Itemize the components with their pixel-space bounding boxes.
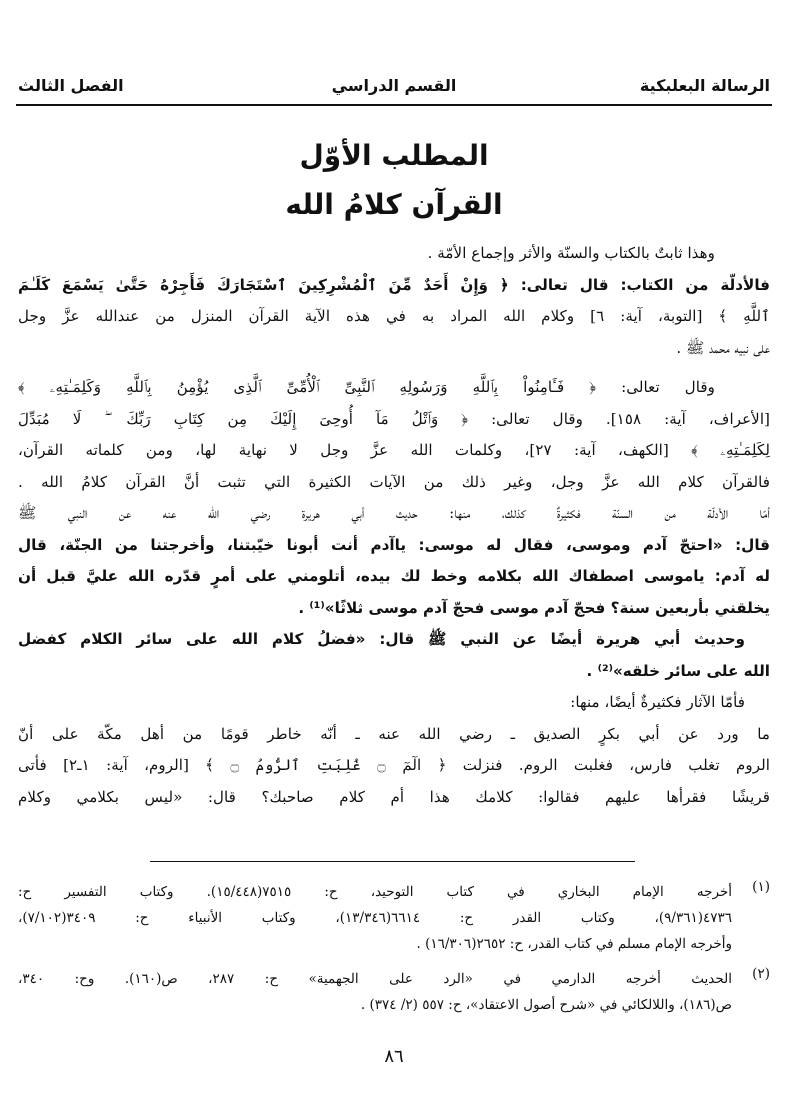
footnote-line: ٤٧٣٦(٩/٣٦١)، وكتاب القدر ح: ٦٦١٤(١٣/٣٤٦)، وكتاب الأنبياء ح: ٣٤٠٩(٧/١٠٢)،: [18, 910, 732, 926]
section-title: المطلب الأوّل: [299, 139, 489, 172]
body-line: فالقرآن كلام الله عزَّ وجل، وغير ذلك من الآيات الكثيرة التي تثبت أنَّ القرآن كلامُ الله .: [18, 472, 770, 491]
body-line: يخلقني بأربعين سنة؟ فحجّ آدم موسى فحجّ آدم موسى ثلاثًا»⁽¹⁾ .: [298, 598, 770, 617]
footnote-number: (١): [752, 879, 770, 895]
footnote-line: ص(١٨٦)، واللالكائي في «شرح أصول الاعتقاد»، ح: ٥٥٧ (٢/ ٣٧٤) .: [360, 997, 732, 1013]
running-header-chapter: الفصل الثالث: [18, 76, 124, 95]
footnote-line: الحديث أخرجه الدارمي في «الرد على الجهمية» ح: ٢٨٧، ص(١٦٠). وح: ٣٤٠،: [18, 971, 732, 987]
topic-title: القرآن كلامُ الله: [285, 188, 503, 221]
body-line: له آدم: ياموسى اصطفاك الله بكلامه وخط لك بيده، أتلومني على أمرٍ قدّره الله عليَّ قبل أن: [18, 567, 770, 585]
running-header-title: الرسالة البعلبكية: [639, 76, 770, 95]
footnote-number: (٢): [752, 966, 770, 982]
body-text: [18, 238, 770, 813]
body-line: ما ورد عن أبي بكرٍ الصديق ـ رضي الله عنه ـ أنّه خاطر قومًا من أهل مكّة على أنّ: [18, 724, 770, 743]
footnote-line: وأخرجه الإمام مسلم في كتاب القدر، ح: ٢٦٥٢(١٦/٣٠٦) .: [416, 936, 732, 952]
body-line: [الأعراف، آية: ١٥٨]. وقال تعالى: ﴿ وَٱتْلُ مَآ أُوحِىَ إِلَيْكَ مِن كِتَابِ رَبِّكَ ۖ لَا مُبَدِّلَ: [18, 409, 770, 428]
header-rule: [16, 104, 772, 106]
footnote-rule: [150, 861, 635, 862]
body-line: على نبيه محمد ﷺ .: [676, 338, 770, 357]
body-line: الله على سائر خلقه»⁽²⁾ .: [586, 661, 770, 680]
running-header-section: القسم الدراسي: [331, 76, 457, 95]
body-line: فأمّا الآثار فكثيرةٌ أيضًا، منها:: [570, 693, 745, 711]
page-number: ٨٦: [384, 1046, 404, 1067]
body-line: قال: «احتجّ آدم وموسى، فقال له موسى: ياآدم أنت أبونا خيّبتنا، وأخرجتنا من الجنّة، قال: [18, 535, 770, 554]
body-line: وحديث أبي هريرة أيضًا عن النبي ﷺ قال: «فضلُ كلام الله على سائر الكلام كفضل: [18, 630, 745, 648]
footnote-line: أخرجه الإمام البخاري في كتاب التوحيد، ح: ٧٥١٥(١٥/٤٤٨). وكتاب التفسير ح:: [18, 884, 732, 900]
body-line: ٱللَّهِ ﴾ [التوبة، آية: ٦] وكلام الله المراد به في هذه الآية القرآن المنزل من عندالله عزَّ وجل: [18, 307, 770, 325]
body-line: وهذا ثابتٌ بالكتاب والسنّة والأثر وإجماع الأمّة .: [427, 244, 715, 262]
footnote-2: [18, 966, 770, 1018]
body-line: لِكَلِمَـٰتِهِۦ ﴾ [الكهف، آية: ٢٧]، وكلمات الله عزَّ وجل لا نهاية لها، ومن كلماته القرآن،: [18, 441, 770, 459]
body-line: فالأدلّة من الكتاب: قال تعالى: ﴿ وَإِنْ أَحَدٌ مِّنَ ٱلْمُشْرِكِينَ ٱسْتَجَارَكَ فَأَجِرْهُ حَتَّىٰ يَسْمَعَ كَلَـٰمَ: [18, 275, 770, 294]
body-line: قريشًا فقرأها عليهم فقالوا: كلامك هذا أم كلام صاحبك؟ قال: «ليس بكلامي وكلام: [18, 787, 770, 806]
body-line: وقال تعالى: ﴿ فَـَٔامِنُواْ بِٱللَّهِ وَرَسُولِهِ ٱلنَّبِىِّ ٱلْأُمِّىِّ ٱلَّذِى يُؤْمِنُ بِٱللَّهِ وَكَلِمَـٰتِهِۦ ﴾: [18, 378, 715, 396]
footnote-1: [18, 879, 770, 957]
body-line: أمّا الأدلّة من السنّة فكثيرةٌ كذلك، منها: حديث أبي هريرة رضي الله عنه عن النبي ﷺ: [18, 504, 770, 522]
body-line: الروم تغلب فارس، فغلبت الروم. فنزلت ﴿ الٓمٓ ۝ غُلِبَتِ ٱلرُّومُ ۝ ﴾ [الروم، آية: ١ـ٢] فأتى: [18, 756, 770, 774]
